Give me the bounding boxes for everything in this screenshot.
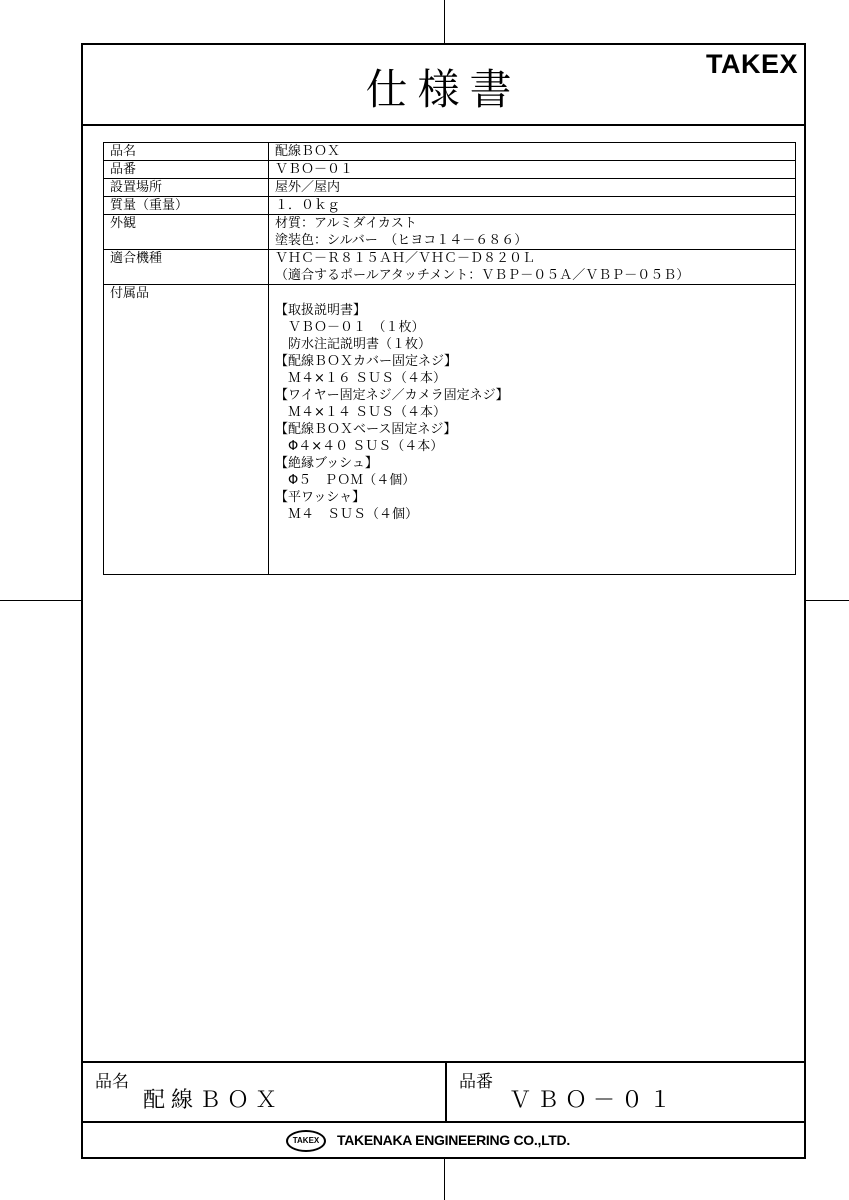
spec-value-line: （適合するポールアタッチメント：ＶＢＰ－０５Ａ／ＶＢＰ－０５Ｂ） bbox=[275, 268, 690, 283]
footer-product-code bbox=[447, 1061, 806, 1121]
spec-value-line: 屋外／屋内 bbox=[275, 180, 341, 195]
footer-product-name bbox=[83, 1061, 447, 1121]
footer-name-label: 品名 bbox=[95, 1072, 129, 1092]
company-name: TAKENAKA ENGINEERING CO.,LTD. bbox=[337, 1132, 570, 1148]
spec-key: 質量（重量） bbox=[104, 197, 269, 215]
spec-sheet bbox=[81, 43, 806, 1159]
spec-value-line: 塗装色：シルバー （ヒヨコ１４－６８６） bbox=[275, 233, 528, 248]
spec-key: 付属品 bbox=[104, 285, 269, 575]
spec-table bbox=[103, 142, 796, 575]
spec-value-line: 材質：アルミダイカスト bbox=[275, 216, 417, 231]
spec-row bbox=[104, 197, 796, 215]
brand-logo: TAKEX bbox=[705, 49, 798, 79]
spec-value bbox=[269, 285, 796, 575]
spec-row bbox=[104, 179, 796, 197]
page-title: 仕様書 bbox=[365, 65, 522, 114]
spec-value-line: ＶＨＣ－Ｒ８１５ＡＨ／ＶＨＣ－Ｄ８２０Ｌ bbox=[275, 251, 536, 266]
spec-value-line: ＶＢＯ－０１ bbox=[275, 162, 354, 177]
crop-mark-left bbox=[0, 600, 81, 601]
spec-value bbox=[269, 215, 796, 250]
spec-value bbox=[269, 179, 796, 197]
spec-value-line: 配線ＢＯＸ bbox=[275, 144, 341, 159]
footer-code-value: ＶＢＯ－０１ bbox=[509, 1088, 678, 1113]
spec-value-line: Ｍ４×１４ ＳＵＳ（４本） bbox=[275, 405, 447, 420]
spec-value-line: 防水注記説明書（１枚） bbox=[275, 337, 432, 352]
spec-value bbox=[269, 250, 796, 285]
spec-value-line: 【取扱説明書】 bbox=[275, 303, 367, 318]
spec-value-line: 【配線ＢＯＸベース固定ネジ】 bbox=[275, 422, 457, 437]
spec-value-line: ＶＢＯ－０１ （１枚） bbox=[275, 320, 425, 335]
spec-key: 適合機種 bbox=[104, 250, 269, 285]
sheet-header bbox=[83, 45, 804, 126]
spec-row bbox=[104, 285, 796, 575]
spec-value-line: Ｍ４×１６ ＳＵＳ（４本） bbox=[275, 371, 447, 386]
spec-value-line: 【ワイヤー固定ネジ／カメラ固定ネジ】 bbox=[275, 388, 509, 403]
spec-row bbox=[104, 215, 796, 250]
spec-key: 設置場所 bbox=[104, 179, 269, 197]
spec-value-line: Ｍ４ ＳＵＳ（４個） bbox=[275, 507, 419, 522]
spec-value-line: 【平ワッシャ】 bbox=[275, 490, 366, 505]
crop-mark-top bbox=[444, 0, 445, 43]
spec-value-line: 【絶縁ブッシュ】 bbox=[275, 456, 378, 471]
spec-value-line: Φ５ ＰＯＭ（４個） bbox=[275, 473, 416, 488]
crop-mark-bottom bbox=[444, 1159, 445, 1200]
company-bar bbox=[83, 1121, 804, 1159]
company-logo: TAKEX bbox=[286, 1130, 326, 1152]
spec-value bbox=[269, 143, 796, 161]
spec-key: 品名 bbox=[104, 143, 269, 161]
spec-value-line: １．０ｋｇ bbox=[275, 198, 341, 213]
spec-value bbox=[269, 197, 796, 215]
spec-row bbox=[104, 161, 796, 179]
spec-key: 外観 bbox=[104, 215, 269, 250]
spec-row bbox=[104, 143, 796, 161]
crop-mark-right bbox=[806, 600, 849, 601]
spec-row bbox=[104, 250, 796, 285]
spec-value bbox=[269, 161, 796, 179]
spec-key: 品番 bbox=[104, 161, 269, 179]
footer-code-label: 品番 bbox=[459, 1072, 493, 1092]
footer-name-value: 配線ＢＯＸ bbox=[143, 1088, 284, 1113]
spec-value-line: 【配線ＢＯＸカバー固定ネジ】 bbox=[275, 354, 458, 369]
spec-value-line: Φ４×４０ ＳＵＳ（４本） bbox=[275, 439, 444, 454]
